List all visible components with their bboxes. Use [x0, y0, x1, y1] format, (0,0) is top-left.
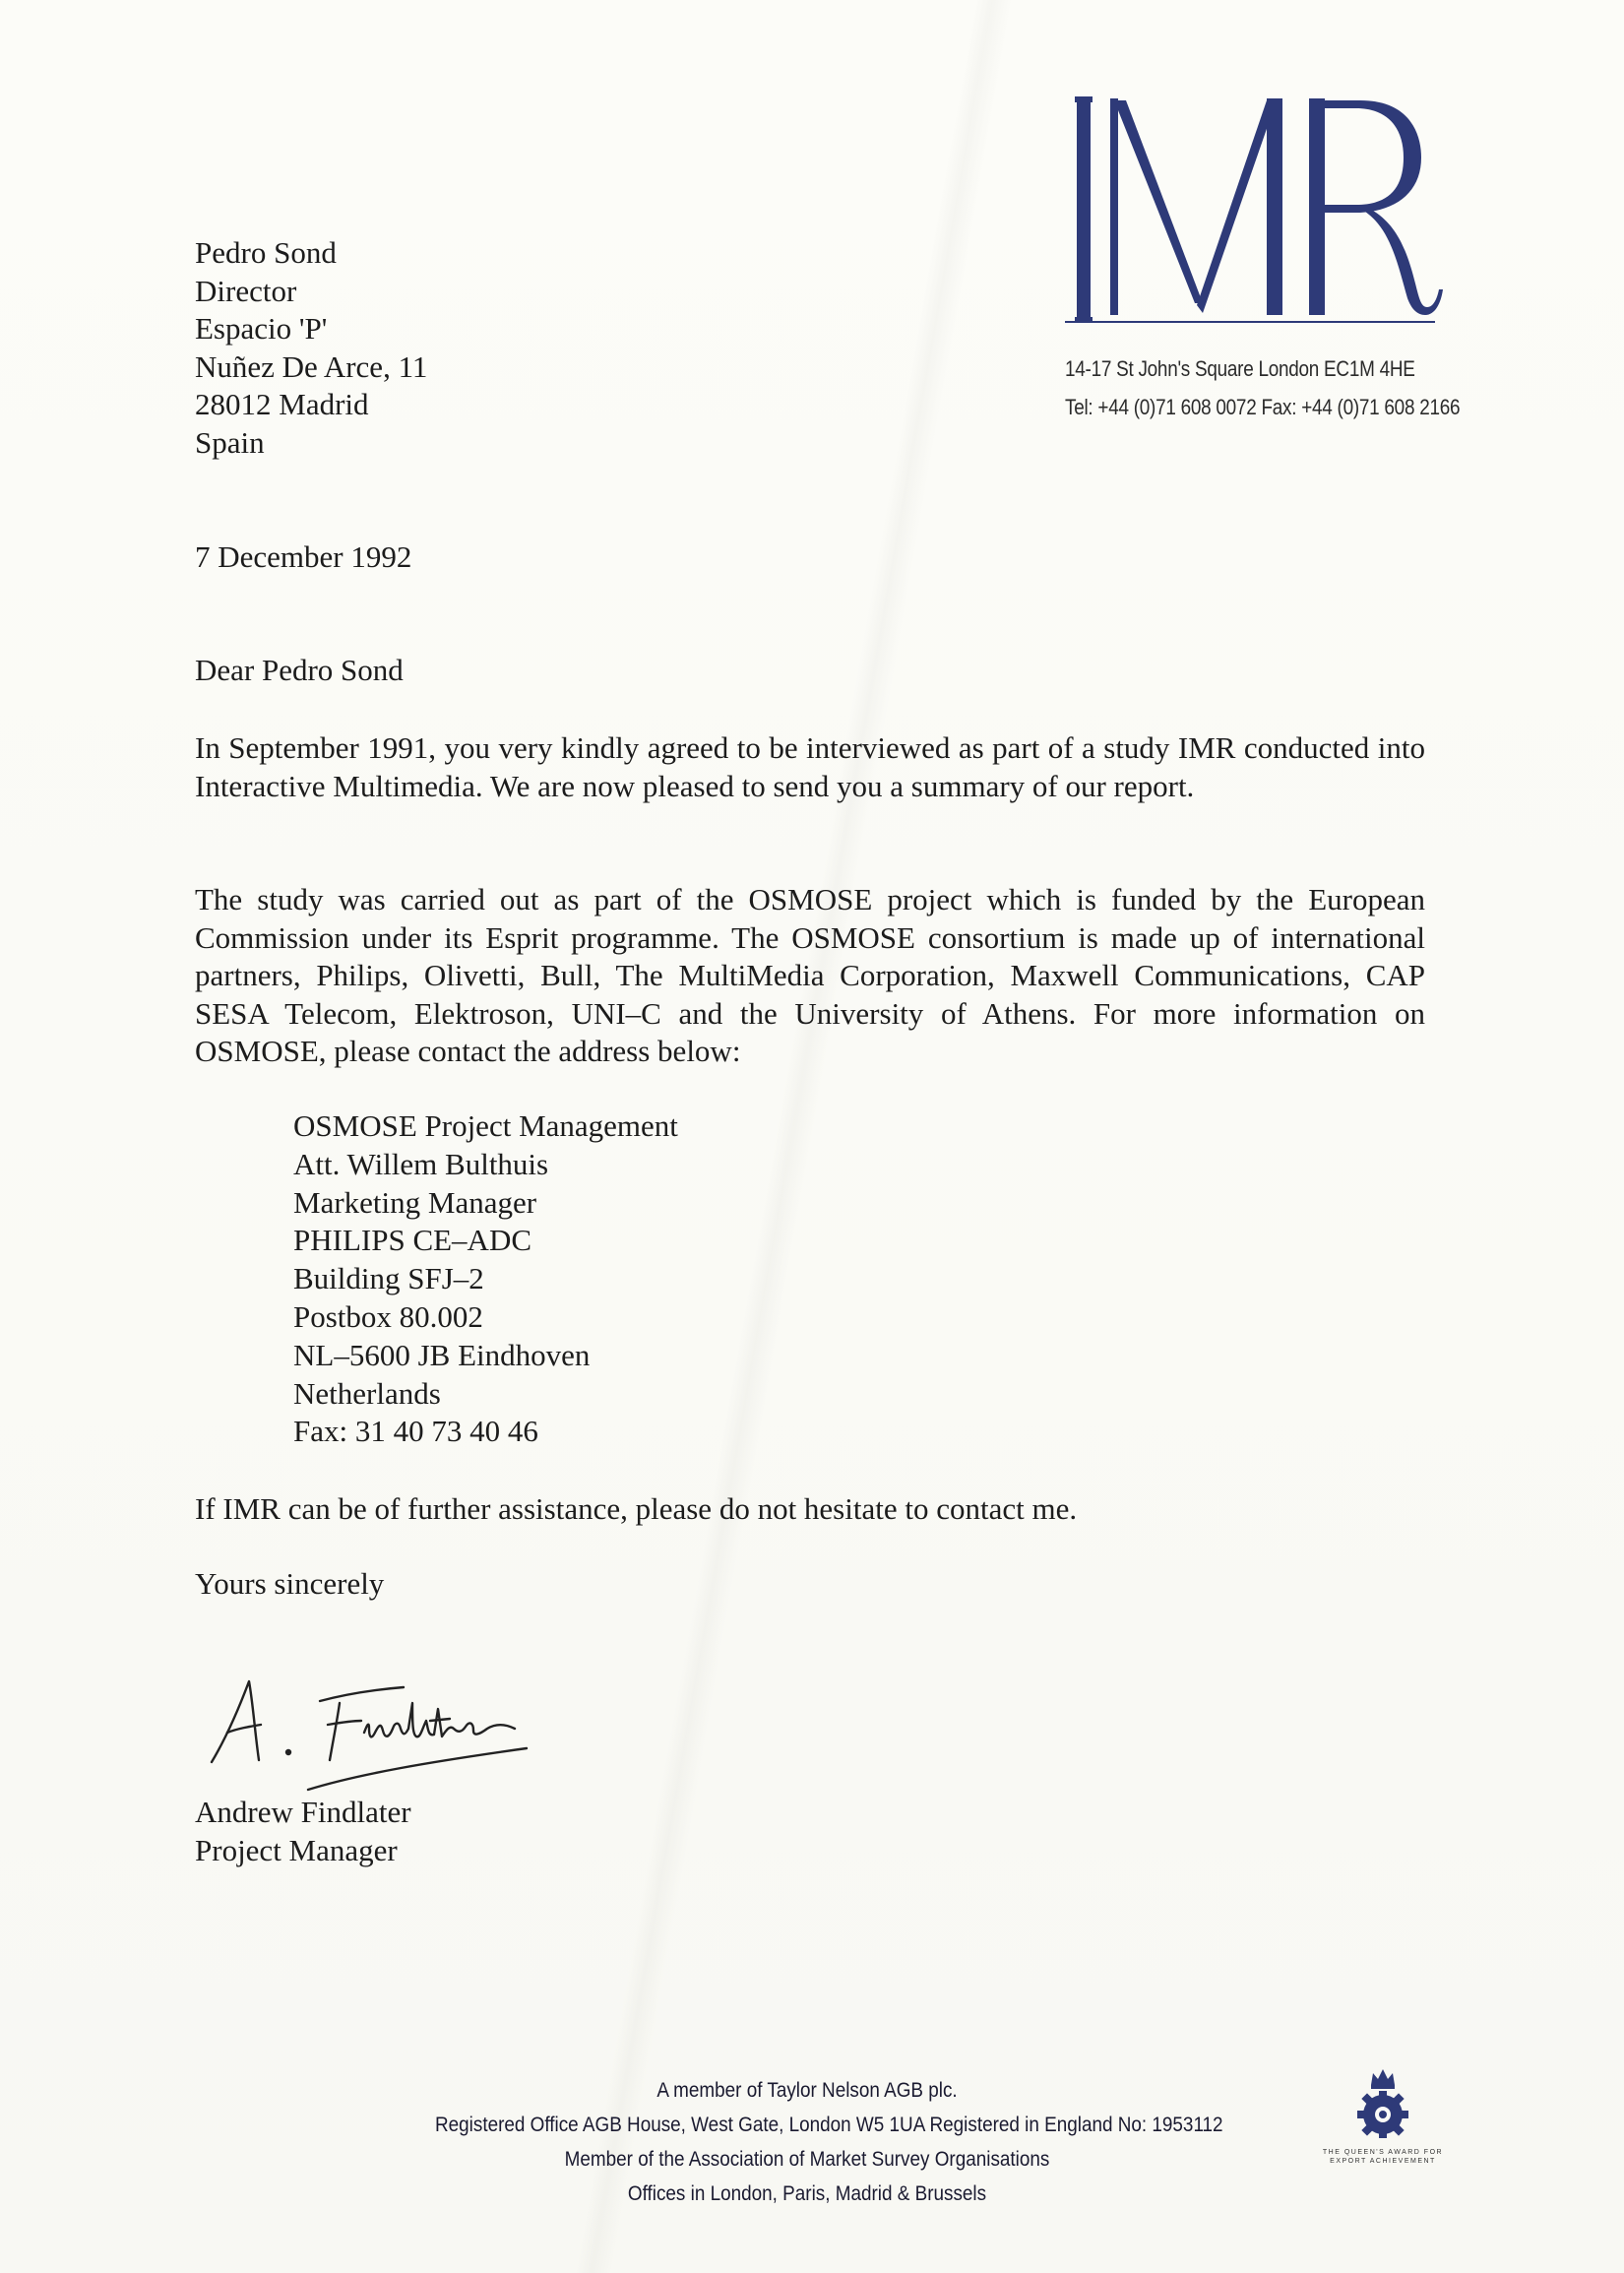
- queens-award-emblem: [1314, 2065, 1452, 2174]
- contact-address-block: [293, 1107, 678, 1451]
- contact-line: Fax: 31 40 73 40 46: [293, 1414, 538, 1449]
- closing: Yours sincerely: [195, 1566, 385, 1601]
- footer-offices: Offices in London, Paris, Madrid & Brussels: [627, 2182, 987, 2205]
- footer-association: Member of the Association of Market Survey Organisations: [564, 2148, 1050, 2171]
- salutation: Dear Pedro Sond: [195, 653, 404, 687]
- paragraph-intro: In September 1991, you very kindly agreed to be interviewed as part of a study IMR conducted into Interactive Multimedia. We are now pleased to send you a summary of our report.: [195, 730, 1425, 803]
- contact-line: OSMOSE Project Management: [293, 1108, 678, 1143]
- contact-line: Postbox 80.002: [293, 1298, 483, 1334]
- recipient-country: Spain: [195, 424, 265, 460]
- closing-paragraph: If IMR can be of further assistance, please do not hesitate to contact me.: [195, 1491, 1078, 1526]
- paragraph-study: The study was carried out as part of the OSMOSE project which is funded by the European Commission under its Esprit programme. The OSMOSE consortium is made up of international partners, Philips, Olivetti, Bull, The MultiMedia Corporation, Maxwell Communications, CAP SESA Telecom, Elektroson, UNI–C and the University of Athens. For more information on OSMOSE, please contact the address below:: [195, 882, 1425, 1068]
- award-text-line2: EXPORT ACHIEVEMENT: [1330, 2158, 1436, 2165]
- contact-line: Netherlands: [293, 1375, 441, 1411]
- footer: [394, 2073, 1223, 2211]
- letterhead-address: 14-17 St John's Square London EC1M 4HE: [1065, 356, 1415, 381]
- signer-name: Andrew Findlater: [195, 1795, 411, 1829]
- recipient-name: Pedro Sond: [195, 235, 337, 270]
- contact-line: Marketing Manager: [293, 1184, 537, 1220]
- contact-line: PHILIPS CE–ADC: [293, 1223, 532, 1258]
- imr-logo: [1065, 96, 1449, 323]
- contact-line: NL–5600 JB Eindhoven: [293, 1337, 591, 1372]
- contact-line: Att. Willem Bulthuis: [293, 1146, 549, 1181]
- signer-title: Project Manager: [195, 1832, 398, 1867]
- recipient-city: 28012 Madrid: [195, 387, 369, 421]
- letter-date: 7 December 1992: [195, 539, 412, 574]
- award-text-line1: THE QUEEN'S AWARD FOR: [1322, 2149, 1444, 2156]
- letterhead-phone-fax: Tel: +44 (0)71 608 0072 Fax: +44 (0)71 608 2166: [1065, 395, 1461, 419]
- recipient-address: [195, 234, 427, 462]
- footer-member-line: A member of Taylor Nelson AGB plc.: [656, 2079, 958, 2102]
- crown-emblem-icon: [1343, 2065, 1422, 2144]
- signer-block: [195, 1794, 411, 1869]
- recipient-street: Nuñez De Arce, 11: [195, 348, 428, 384]
- contact-line: Building SFJ–2: [293, 1261, 484, 1296]
- footer-registered-office: Registered Office AGB House, West Gate, London W5 1UA Registered in England No: 1953112: [435, 2114, 1223, 2136]
- recipient-title: Director: [195, 273, 297, 308]
- recipient-org: Espacio 'P': [195, 311, 328, 346]
- handwritten-signature: [202, 1664, 566, 1801]
